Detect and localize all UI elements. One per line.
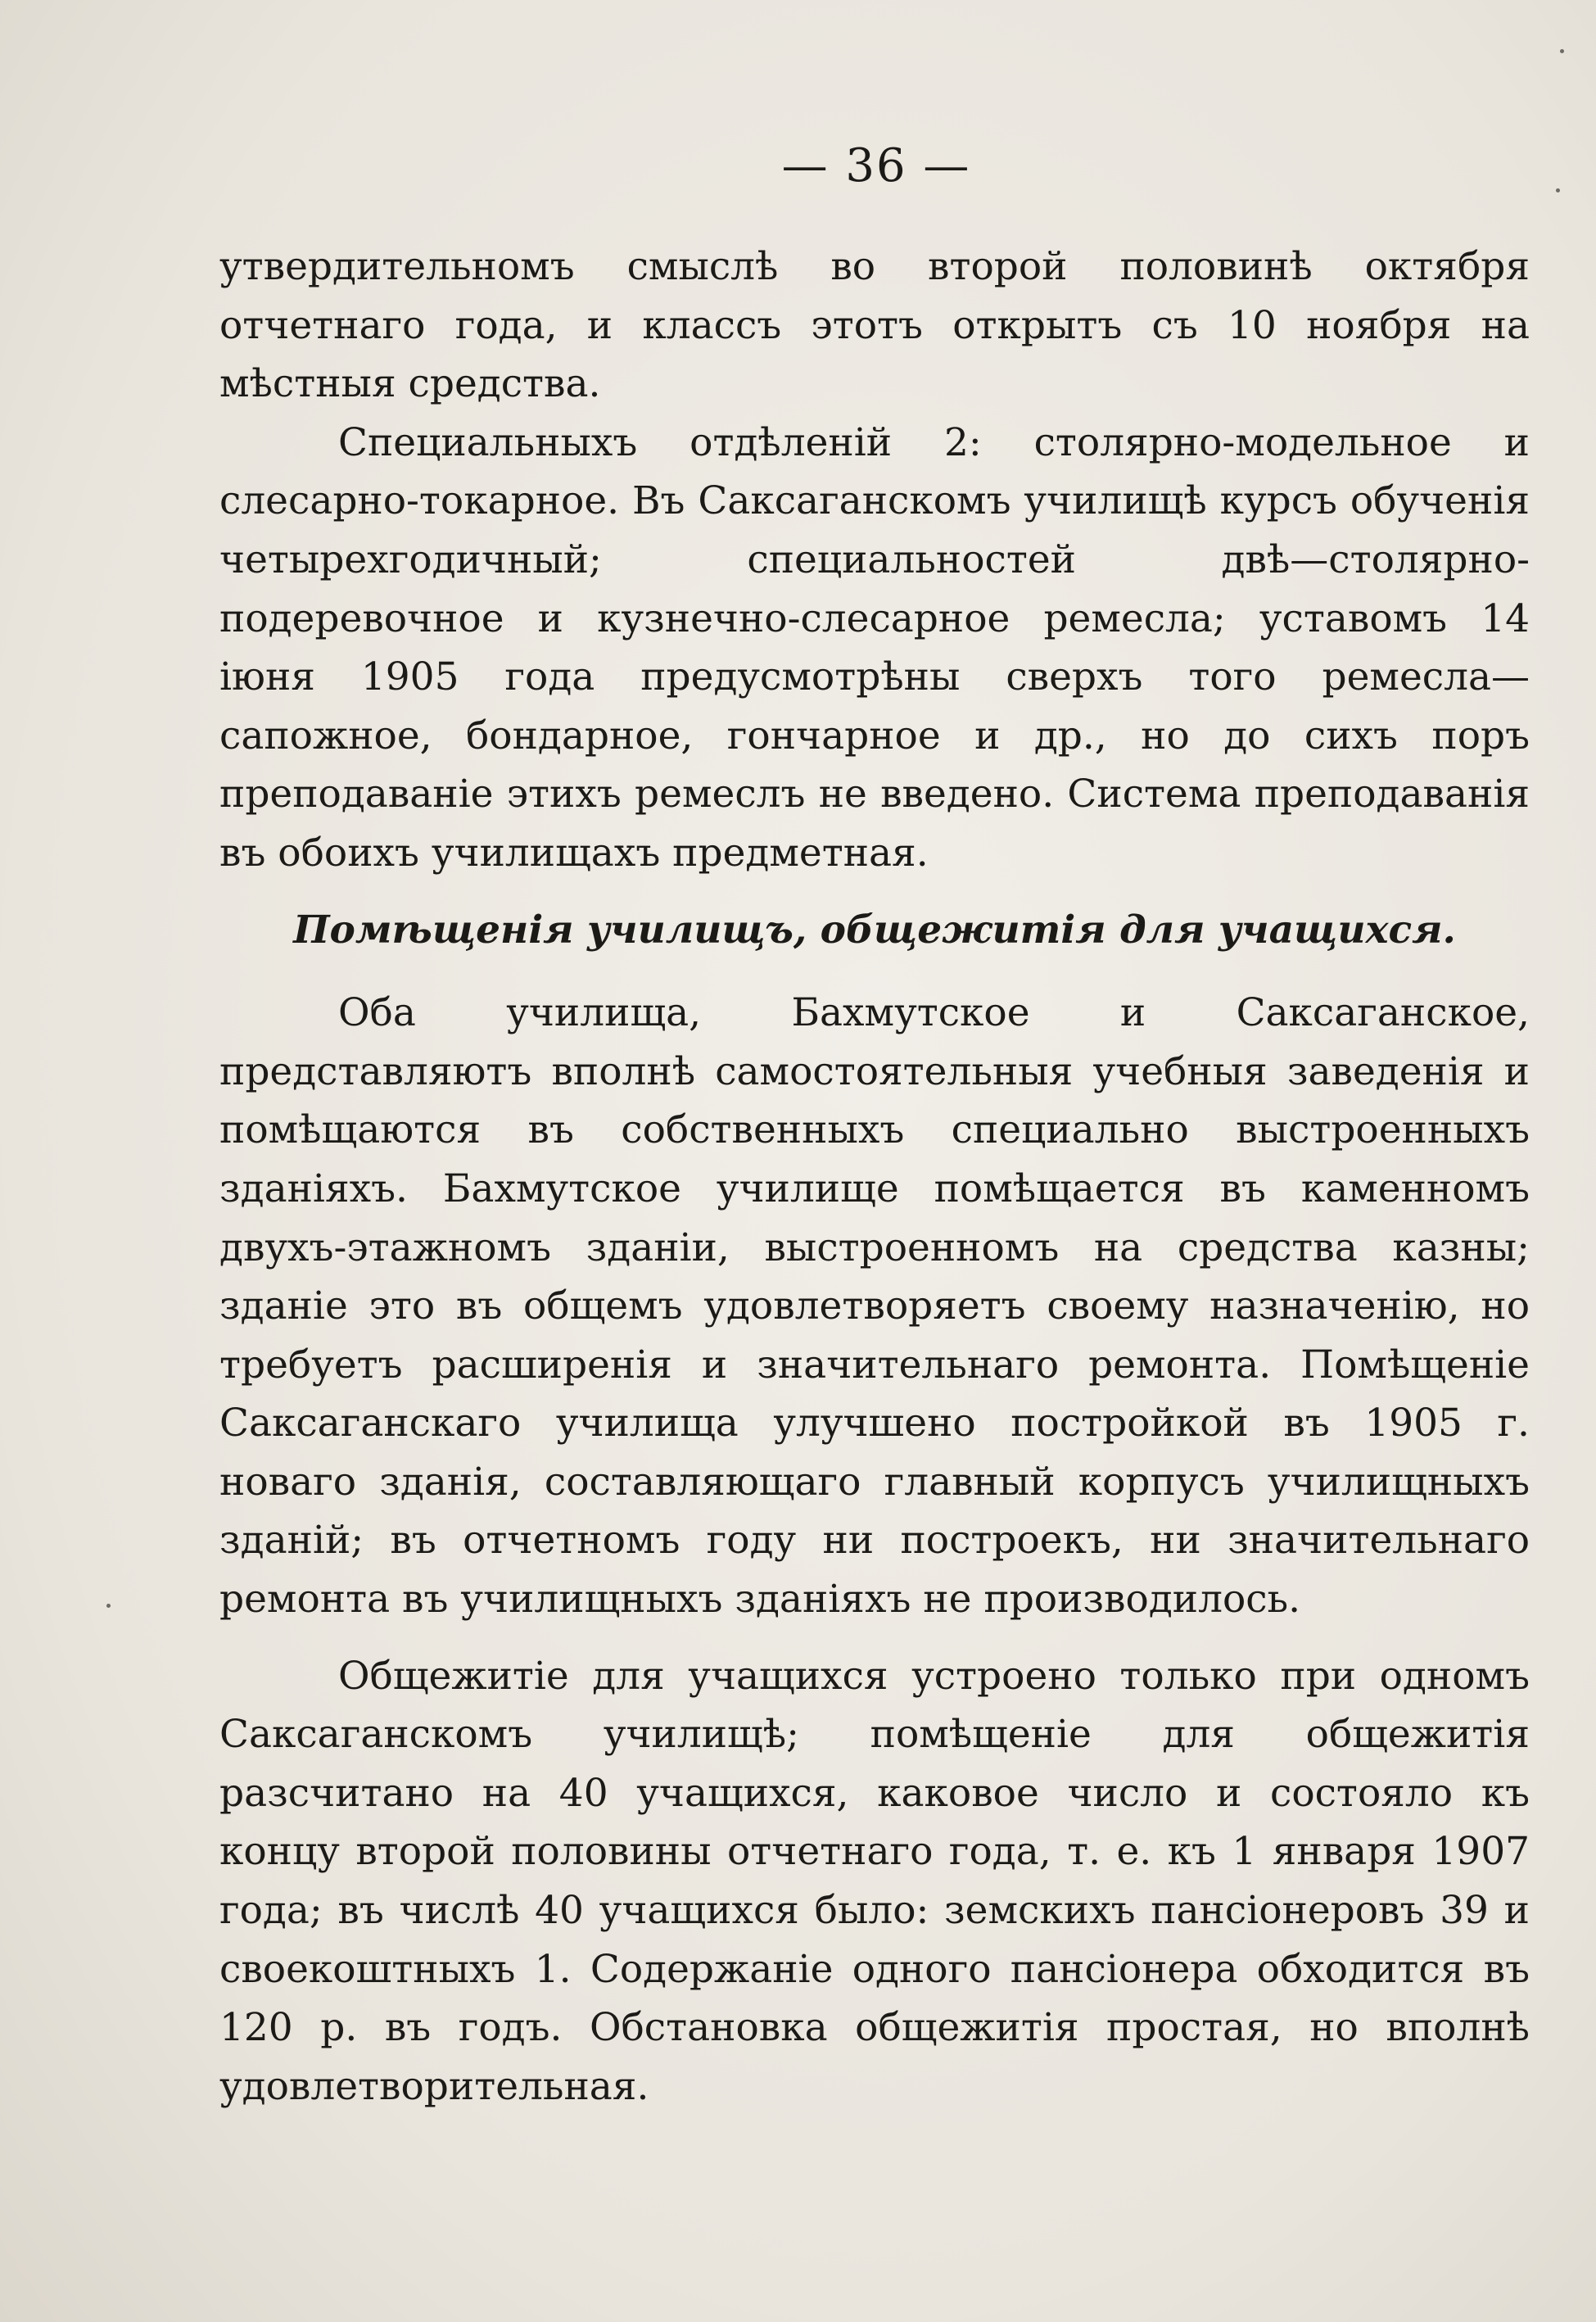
section-heading: Помѣщенiя училищъ, общежитiя для учащихся. (293, 907, 1456, 953)
page-number: — 36 — (781, 139, 971, 192)
paper-speck (106, 1604, 111, 1608)
paragraph-school-buildings: Оба училища, Бахмутское и Саксаганское, представляютъ вполнѣ самостоятельныя учебныя заведенiя и помѣщаются въ собственныхъ специально выстроенныхъ зданiяхъ. Бахмутское училище помѣщается въ каменномъ двухъ-этажномъ зданiи, выстроенномъ на средства казны; зданiе это въ общемъ удовлетворяетъ своему назначенiю, но требуетъ расширенiя и значительнаго ремонта. Помѣщенiе Саксаганскаго училища улучшено постройкой въ 1905 г. новаго зданiя, составляющаго главный корпусъ училищныхъ зданiй; въ отчетномъ году ни построекъ, ни значительнаго ремонта въ училищныхъ зданiяхъ не производилось. (219, 990, 1530, 1623)
paper-speck (1560, 49, 1564, 53)
paper-speck (1556, 188, 1560, 192)
paragraph-continuation: утвердительномъ смыслѣ во второй половинѣ октября отчетнаго года, и классъ этотъ открытъ съ 10 ноября на мѣстныя средства. (219, 244, 1530, 407)
paragraph-dormitory: Общежитiе для учащихся устроено только при одномъ Саксаганскомъ училищѣ; помѣщенiе для общежитiя разсчитано на 40 учащихся, каковое число и состояло къ концу второй половины отчетнаго года, т. е. къ 1 января 1907 года; въ числѣ 40 учащихся было: земскихъ пансiонеровъ 39 и своекоштныхъ 1. Содержанiе одного пансiонера обходится въ 120 р. въ годъ. Обстановка общежитiя простая, но вполнѣ удовлетворительная. (219, 1653, 1530, 2109)
body-text (219, 238, 1530, 2116)
paragraph-special-departments: Специальныхъ отдѣленiй 2: столярно-модельное и слесарно-токарное. Въ Саксаганскомъ училищѣ курсъ обученiя четырехгодичный; специальностей двѣ—столярно-подеревочное и кузнечно-слесарное ремесла; уставомъ 14 iюня 1905 года предусмотрѣны сверхъ того ремесла—сапожное, бондарное, гончарное и др., но до сихъ поръ преподаванiе этихъ ремеслъ не введено. Система преподаванiя въ обоихъ училищахъ предметная. (219, 419, 1530, 876)
